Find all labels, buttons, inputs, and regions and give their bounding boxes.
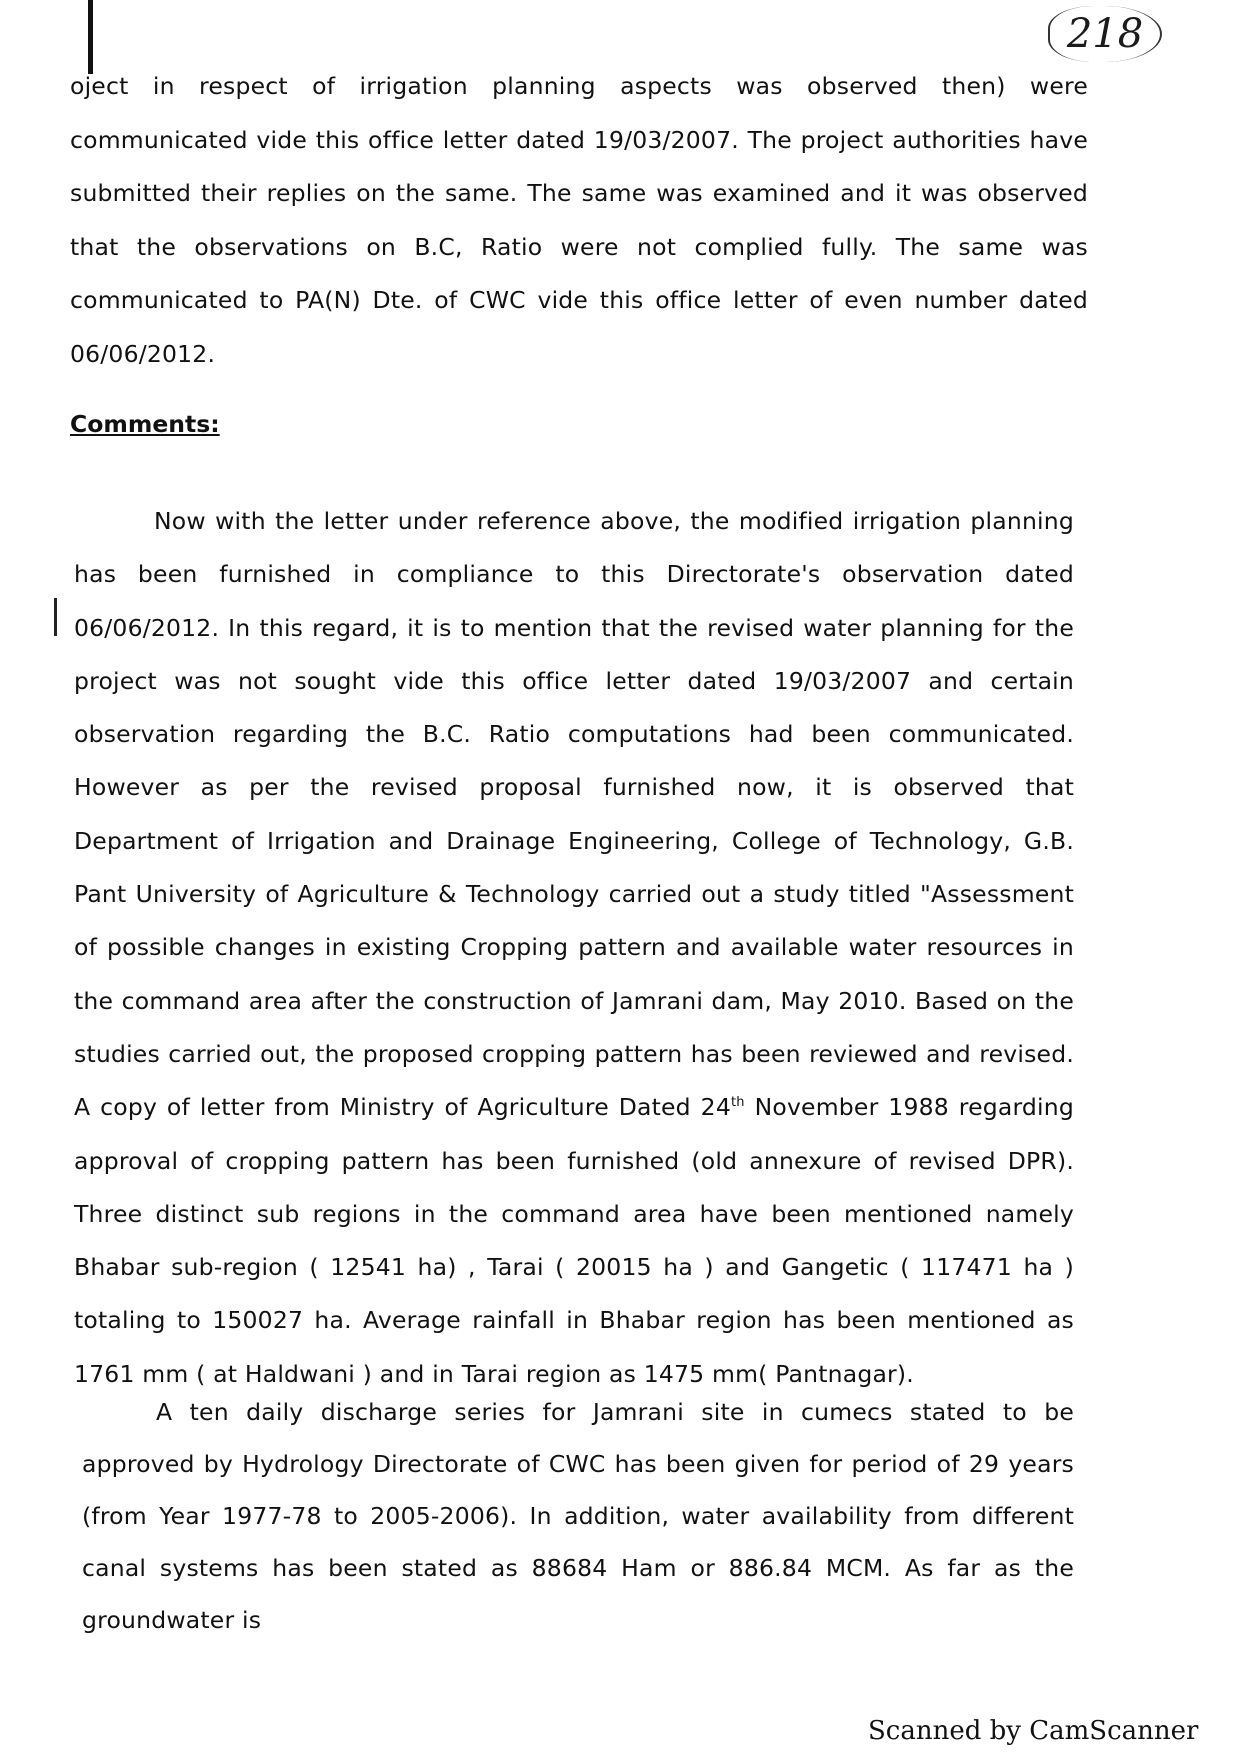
paragraph-3: A ten daily discharge series for Jamrani site in cumecs stated to be approved by Hydrology Directorate of CWC has been given for period of 29 years (from Year 1977-78 to 2005-2006). In addition, water availability from different canal systems has been stated as 88684 Ham or 886.84 MCM. As far as the groundwater is <box>82 1398 1074 1634</box>
page-number: 218 <box>1048 6 1162 62</box>
paragraph-2-text-b: November 1988 regarding approval of cropping pattern has been furnished (old annexure of revised DPR). Three distinct sub regions in the command area have been mentioned namely Bhabar sub-region ( 12541 ha) , Tarai ( 20015 ha ) and Gangetic ( 117471 ha ) totaling to 150027 ha. Average rainfall in Bhabar region has been mentioned as 1761 mm ( at Haldwani ) and in Tarai region as 1475 mm( Pantnagar). <box>74 1093 1074 1388</box>
paragraph-2 <box>74 495 1074 1401</box>
paragraph-1: oject in respect of irrigation planning aspects was observed then) were communicated vide this office letter dated 19/03/2007. The project authorities have submitted their replies on the same. The same was examined and it was observed that the observations on B.C, Ratio were not complied fully. The same was communicated to PA(N) Dte. of CWC vide this office letter of even number dated 06/06/2012. <box>70 72 1088 368</box>
margin-mark <box>54 598 57 636</box>
comments-heading: Comments: <box>70 410 220 438</box>
scanner-watermark: Scanned by CamScanner <box>868 1716 1199 1746</box>
ordinal-suffix: th <box>730 1095 745 1111</box>
paragraph-2-text-a: Now with the letter under reference above, the modified irrigation planning has been furnished in compliance to this Directorate's observation dated 06/06/2012. In this regard, it is to mention that the revised water planning for the project was not sought vide this office letter dated 19/03/2007 and certain observation regarding the B.C. Ratio computations had been communicated. However as per the revised proposal furnished now, it is observed that Department of Irrigation and Drainage Engineering, College of Technology, G.B. Pant University of Agriculture & Technology carried out a study titled "Assessment of possible changes in existing Cropping pattern and available water resources in the command area after the construction of Jamrani dam, May 2010. Based on the studies carried out, the proposed cropping pattern has been reviewed and revised. A copy of letter from Ministry of Agriculture Dated 24 <box>74 507 1074 1122</box>
